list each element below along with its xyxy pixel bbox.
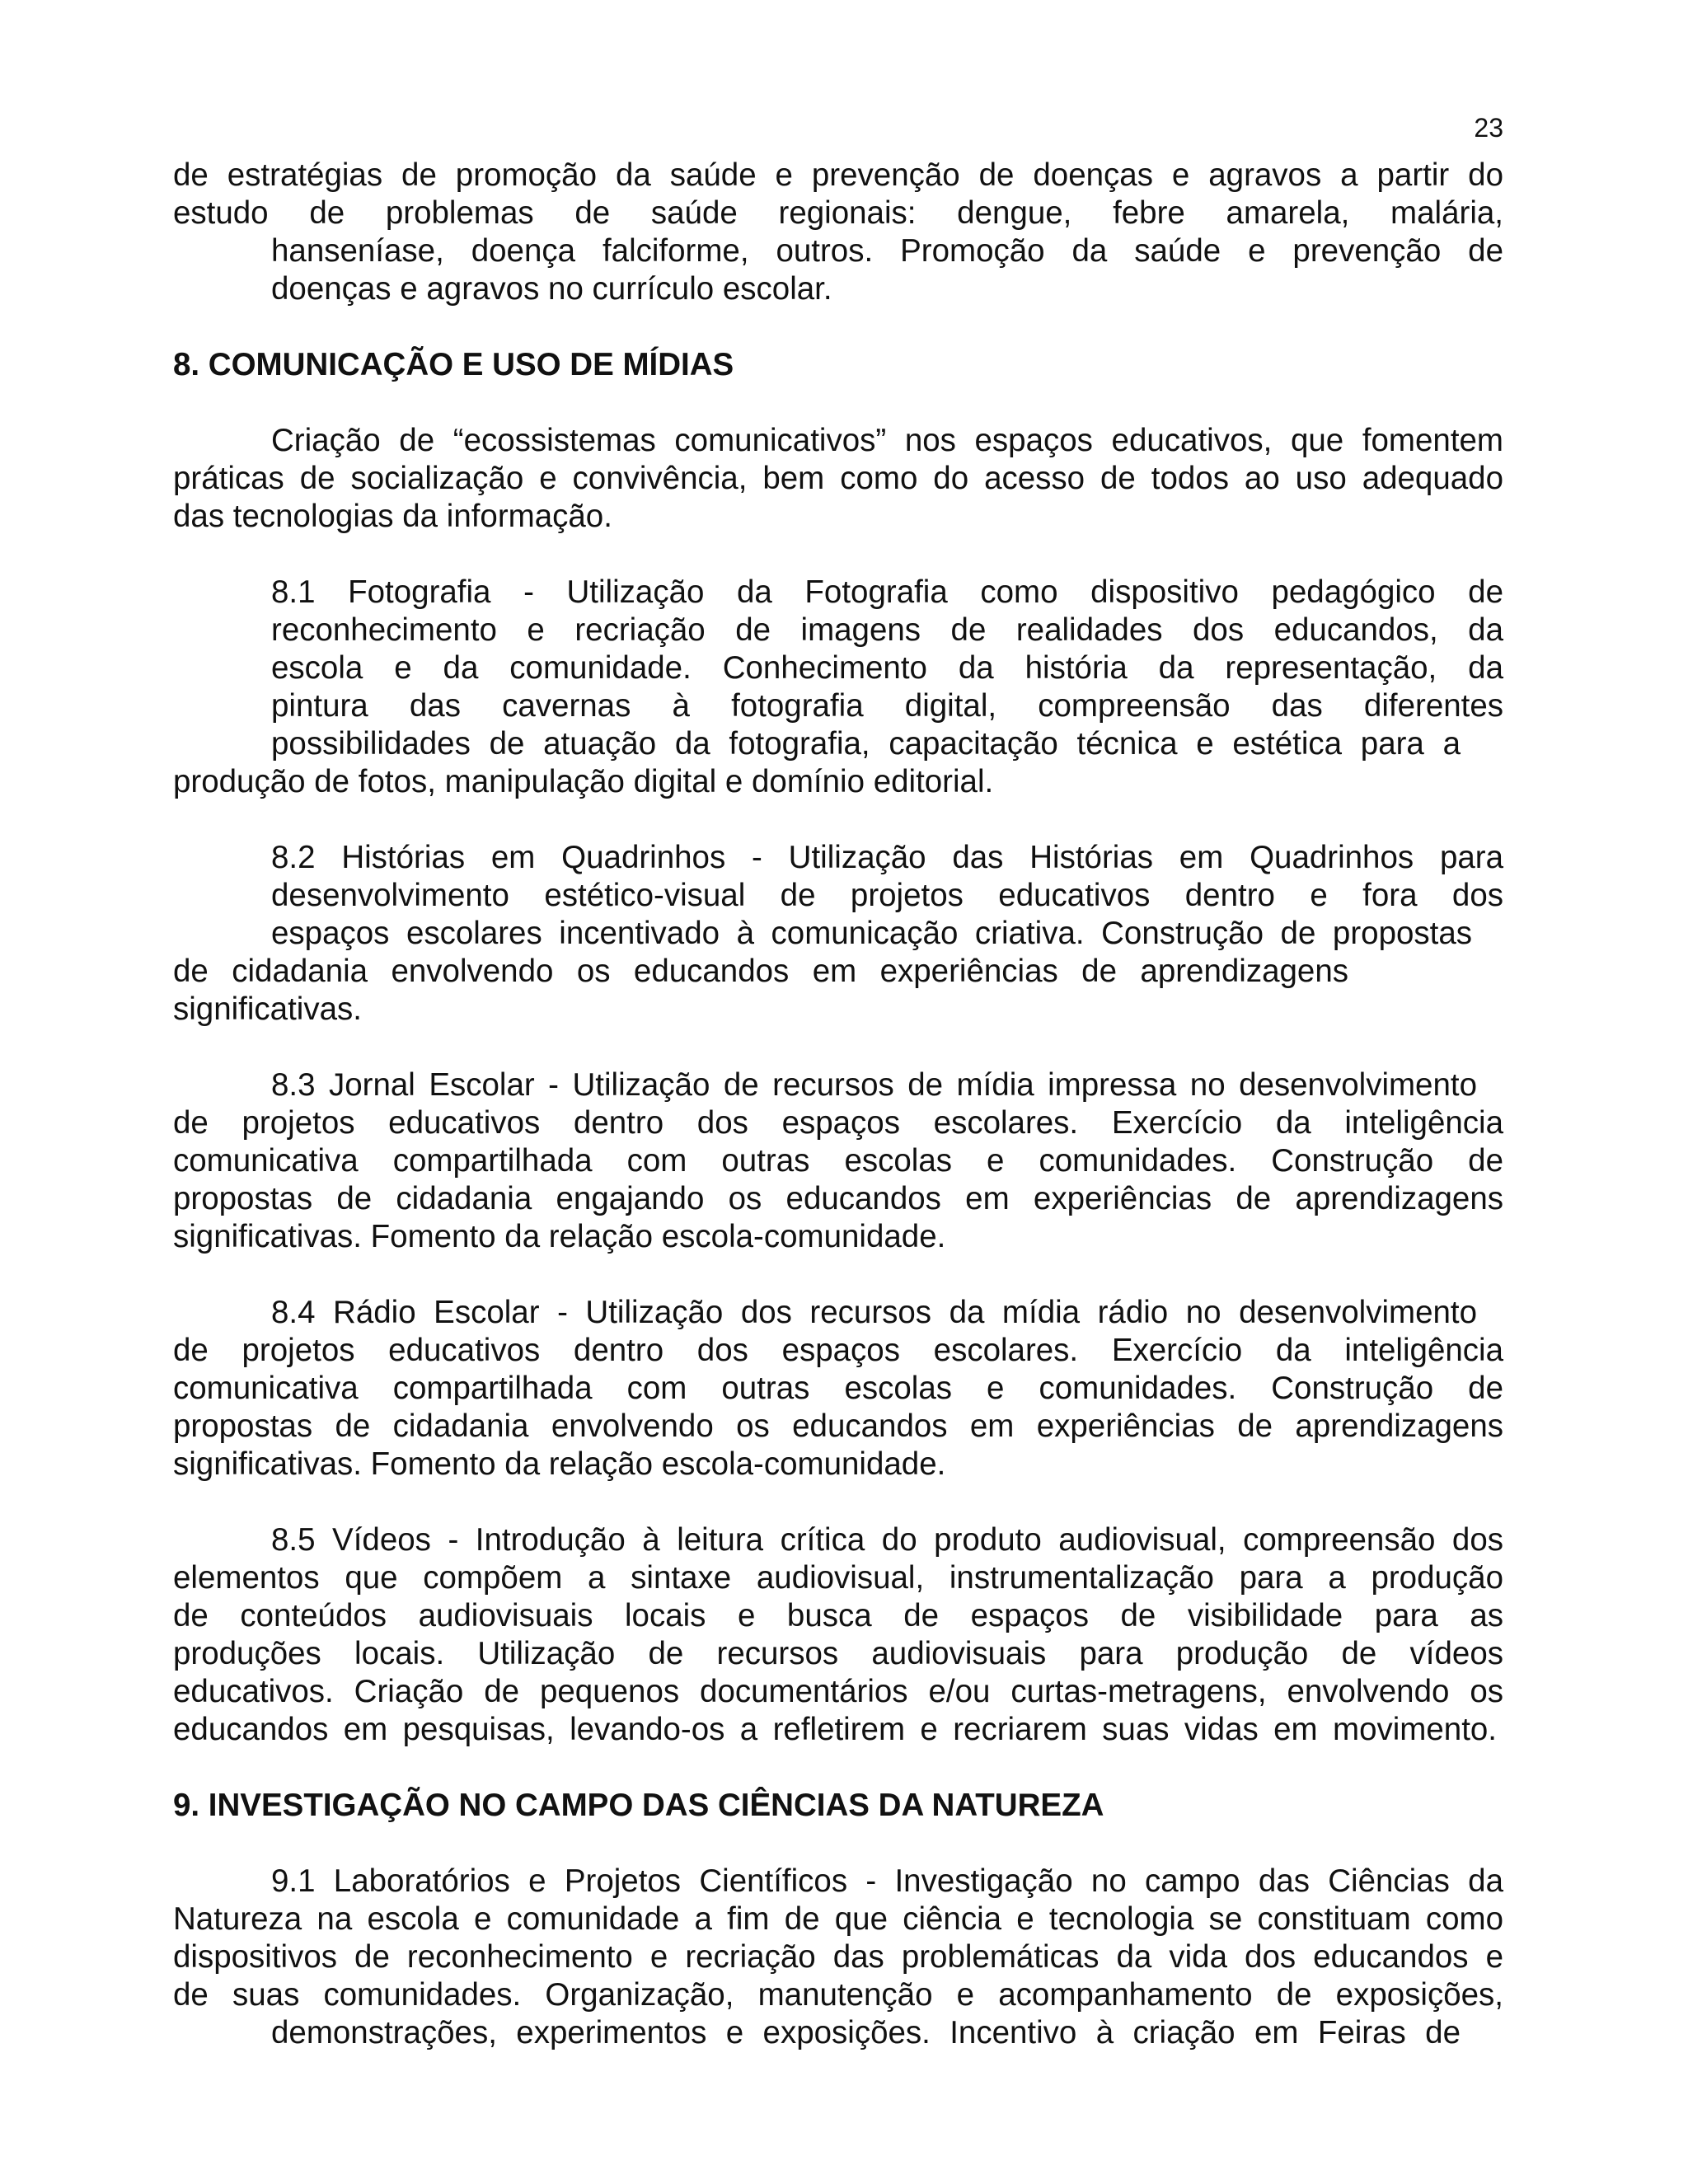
text-line: de projetos educativos dentro dos espaços escolares. Exercício da inteligência (173, 1333, 1503, 1368)
text-line: 8.4 Rádio Escolar - Utilização dos recursos da mídia rádio no desenvolvimento (271, 1295, 1477, 1330)
paragraph-gap (173, 1749, 1503, 1787)
text-line: significativas. (173, 991, 362, 1027)
text-line: comunicativa compartilhada com outras escolas e comunidades. Construção de (173, 1371, 1503, 1406)
text-line: dispositivos de reconhecimento e recriação das problemáticas da vida dos educandos e (173, 1939, 1503, 1975)
text-line: produções locais. Utilização de recursos audiovisuais para produção de vídeos (173, 1636, 1503, 1671)
text-line: das tecnologias da informação. (173, 499, 612, 534)
text-line: 8.1 Fotografia - Utilização da Fotografia como dispositivo pedagógico de (271, 574, 1503, 610)
paragraph-gap (173, 1256, 1503, 1294)
text-line: estudo de problemas de saúde regionais: dengue, febre amarela, malária, (173, 195, 1503, 231)
text-line: propostas de cidadania engajando os educandos em experiências de aprendizagens (173, 1181, 1503, 1216)
text-line: reconhecimento e recriação de imagens de realidades dos educandos, da (271, 612, 1503, 648)
text-line: de estratégias de promoção da saúde e prevenção de doenças e agravos a partir do (173, 157, 1503, 193)
text-line: práticas de socialização e convivência, bem como do acesso de todos ao uso adequado (173, 461, 1503, 496)
text-line: comunicativa compartilhada com outras escolas e comunidades. Construção de (173, 1143, 1503, 1179)
text-line: significativas. Fomento da relação escola-comunidade. (173, 1219, 946, 1254)
text-line: 8.5 Vídeos - Introdução à leitura crítica do produto audiovisual, compreensão dos (271, 1522, 1503, 1558)
page-number: 23 (1474, 113, 1503, 143)
text-line: 9.1 Laboratórios e Projetos Científicos - Investigação no campo das Ciências da (271, 1863, 1503, 1899)
text-line: demonstrações, experimentos e exposições. Incentivo à criação em Feiras de (271, 2015, 1461, 2050)
paragraph-gap (173, 1825, 1503, 1863)
text-line: Criação de “ecossistemas comunicativos” nos espaços educativos, que fomentem (271, 423, 1503, 458)
text-line: propostas de cidadania envolvendo os educandos em experiências de aprendizagens (173, 1408, 1503, 1444)
section-heading-8: 8. COMUNICAÇÃO E USO DE MÍDIAS (173, 347, 734, 382)
paragraph-gap (173, 1483, 1503, 1521)
paragraph-gap (173, 308, 1503, 346)
section-heading-9: 9. INVESTIGAÇÃO NO CAMPO DAS CIÊNCIAS DA NATUREZA (173, 1788, 1104, 1823)
text-line: possibilidades de atuação da fotografia, capacitação técnica e estética para a (271, 726, 1461, 762)
text-line: produção de fotos, manipulação digital e domínio editorial. (173, 764, 994, 799)
text-line: de cidadania envolvendo os educandos em experiências de aprendizagens (173, 954, 1348, 989)
text-line: hanseníase, doença falciforme, outros. Promoção da saúde e prevenção de (271, 233, 1503, 269)
page-body (173, 157, 1503, 2052)
text-line: educandos em pesquisas, levando-os a refletirem e recriarem suas vidas em movimento. (173, 1712, 1497, 1747)
text-line: doenças e agravos no currículo escolar. (271, 271, 832, 307)
paragraph-gap (173, 1029, 1503, 1066)
paragraph-gap (173, 536, 1503, 574)
text-line: educativos. Criação de pequenos documentários e/ou curtas-metragens, envolvendo os (173, 1674, 1503, 1709)
text-line: significativas. Fomento da relação escola-comunidade. (173, 1446, 946, 1482)
text-line: 8.2 Histórias em Quadrinhos - Utilização das Histórias em Quadrinhos para (271, 840, 1503, 875)
text-line: escola e da comunidade. Conhecimento da história da representação, da (271, 650, 1503, 686)
paragraph-gap (173, 384, 1503, 422)
text-line: 8.3 Jornal Escolar - Utilização de recursos de mídia impressa no desenvolvimento (271, 1067, 1477, 1103)
text-line: desenvolvimento estético-visual de projetos educativos dentro e fora dos (271, 878, 1503, 913)
text-line: de conteúdos audiovisuais locais e busca de espaços de visibilidade para as (173, 1598, 1503, 1633)
text-line: de suas comunidades. Organização, manutenção e acompanhamento de exposições, (173, 1977, 1503, 2013)
paragraph-gap (173, 801, 1503, 839)
text-line: Natureza na escola e comunidade a fim de que ciência e tecnologia se constituam como (173, 1901, 1503, 1937)
text-line: pintura das cavernas à fotografia digital, compreensão das diferentes (271, 688, 1503, 724)
text-line: de projetos educativos dentro dos espaços escolares. Exercício da inteligência (173, 1105, 1503, 1141)
text-line: elementos que compõem a sintaxe audiovisual, instrumentalização para a produção (173, 1560, 1503, 1596)
text-line: espaços escolares incentivado à comunicação criativa. Construção de propostas (271, 916, 1472, 951)
